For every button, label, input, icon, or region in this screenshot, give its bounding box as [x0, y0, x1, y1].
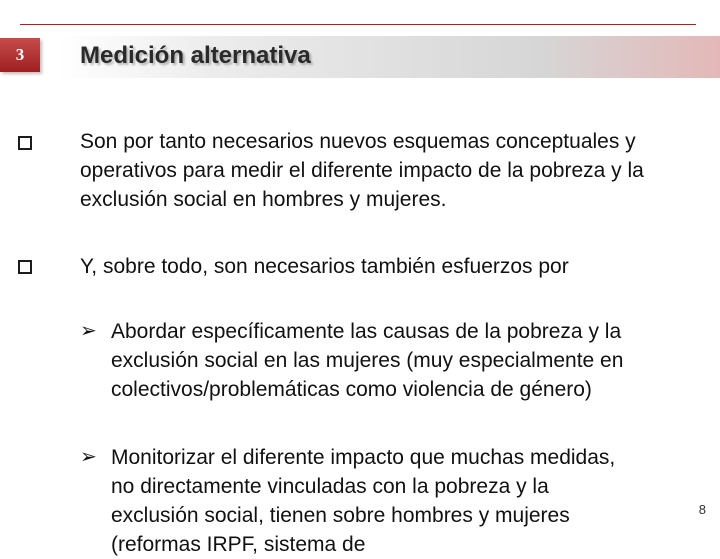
slide-title: Medición alternativa [80, 42, 311, 69]
page-number: 8 [698, 502, 706, 517]
section-number-badge [0, 38, 40, 72]
top-divider-line [20, 24, 696, 25]
bullet-text-1: Son por tanto necesarios nuevos esquemas conceptuales y operativos para medir el diferente impacto de la pobreza y la exclusión social en hombres y mujeres. [80, 130, 644, 211]
hollow-square-bullet-icon [18, 260, 32, 274]
sub-bullet-text-1: Abordar específicamente las causas de la pobreza y la exclusión social en las mujeres (muy especialmente en colectivos/problemáticas como violencia de género) [111, 320, 624, 401]
arrow-bullet-icon: ➢ [80, 320, 97, 342]
arrow-bullet-icon: ➢ [80, 446, 97, 468]
section-number: 3 [15, 45, 25, 64]
hollow-square-bullet-icon [18, 136, 32, 150]
sub-bullet-text-2: Monitorizar el diferente impacto que muchas medidas, no directamente vinculadas con la pobreza y la exclusión social, tienen sobre hombres y mujeres (reformas IRPF, sistema de [111, 446, 616, 556]
bullet-text-2: Y, sobre todo, son necesarios también esfuerzos por [80, 255, 569, 278]
